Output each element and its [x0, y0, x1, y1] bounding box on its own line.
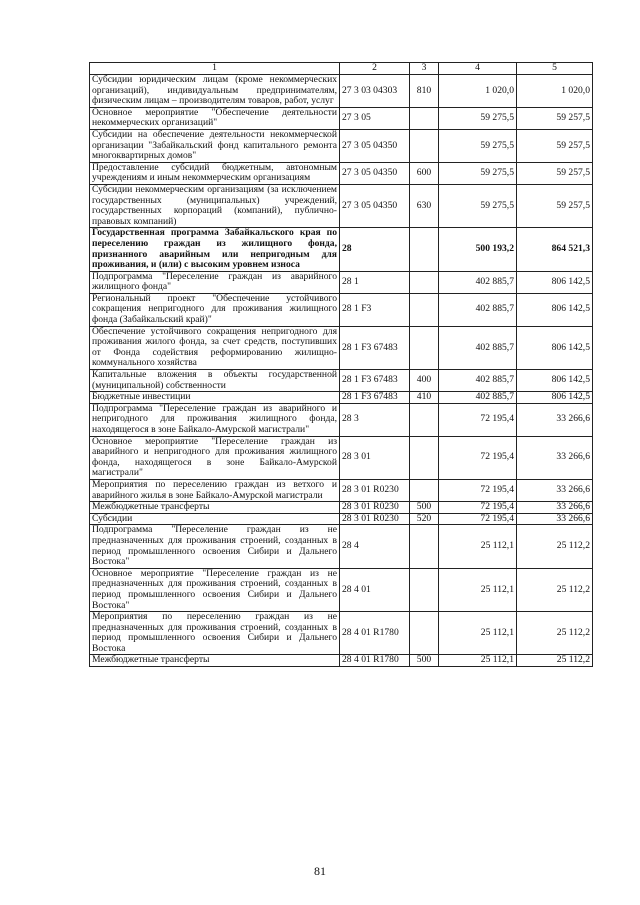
budget-table [89, 62, 593, 667]
row-code-cell: 28 3 01 R0230 [340, 513, 410, 525]
row-name-cell: Субсидии на обеспечение деятельности некоммерческой организации "Забайкальский фонд капитального ремонта многоквартирных домов" [90, 129, 340, 162]
row-amount-year2-cell: 806 142,5 [517, 293, 593, 326]
row-name-cell: Межбюджетные трансферты [90, 502, 340, 514]
row-amount-year1-cell: 25 112,1 [439, 525, 517, 568]
row-expense-type-cell: 500 [410, 502, 439, 514]
row-code-cell: 28 3 01 R0230 [340, 502, 410, 514]
row-amount-year2-cell: 33 266,6 [517, 502, 593, 514]
row-amount-year2-cell: 59 257,5 [517, 184, 593, 227]
row-amount-year2-cell: 59 257,5 [517, 107, 593, 129]
row-name-cell: Подпрограмма "Переселение граждан из аварийного и непригодного для проживания жилищного фонда, находящегося в зоне Байкало-Амурской магистрали" [90, 403, 340, 436]
row-amount-year1-cell: 25 112,1 [439, 612, 517, 655]
row-code-cell: 28 4 [340, 525, 410, 568]
table-row [90, 107, 593, 129]
column-header-2: 2 [340, 63, 410, 75]
table-row [90, 129, 593, 162]
row-expense-type-cell: 810 [410, 75, 439, 108]
table-row [90, 479, 593, 501]
column-header-1: 1 [90, 63, 340, 75]
table-row [90, 162, 593, 184]
table-row [90, 326, 593, 369]
row-amount-year1-cell: 500 193,2 [439, 228, 517, 271]
row-amount-year1-cell: 59 275,5 [439, 184, 517, 227]
row-name-cell: Основное мероприятие "Обеспечение деятельности некоммерческих организаций" [90, 107, 340, 129]
row-code-cell: 28 1 F3 67483 [340, 370, 410, 392]
row-expense-type-cell [410, 326, 439, 369]
row-name-cell: Государственная программа Забайкальского края по переселению граждан из жилищного фонда, признанного аварийным или непригодным для проживания, и (или) с высоким уровнем износа [90, 228, 340, 271]
row-code-cell: 28 4 01 R1780 [340, 612, 410, 655]
row-expense-type-cell: 410 [410, 392, 439, 404]
row-code-cell: 28 4 01 [340, 568, 410, 611]
row-expense-type-cell [410, 436, 439, 479]
row-expense-type-cell: 600 [410, 162, 439, 184]
row-code-cell: 27 3 05 04350 [340, 129, 410, 162]
row-amount-year2-cell: 806 142,5 [517, 271, 593, 293]
row-expense-type-cell [410, 129, 439, 162]
table-row [90, 655, 593, 667]
row-expense-type-cell [410, 293, 439, 326]
row-amount-year1-cell: 402 885,7 [439, 370, 517, 392]
row-amount-year2-cell: 33 266,6 [517, 513, 593, 525]
table-row [90, 502, 593, 514]
row-expense-type-cell [410, 228, 439, 271]
row-code-cell: 28 4 01 R1780 [340, 655, 410, 667]
row-expense-type-cell [410, 271, 439, 293]
table-row [90, 436, 593, 479]
row-amount-year1-cell: 402 885,7 [439, 392, 517, 404]
row-amount-year2-cell: 25 112,2 [517, 655, 593, 667]
row-name-cell: Региональный проект "Обеспечение устойчивого сокращения непригодного для проживания жилищного фонда (Забайкальский край)" [90, 293, 340, 326]
row-amount-year1-cell: 402 885,7 [439, 326, 517, 369]
row-amount-year2-cell: 25 112,2 [517, 568, 593, 611]
table-row [90, 392, 593, 404]
row-name-cell: Основное мероприятие "Переселение граждан из не предназначенных для проживания строений, созданных в период промышленного освоения Сибири и Дальнего Востока" [90, 568, 340, 611]
row-amount-year2-cell: 33 266,6 [517, 479, 593, 501]
row-expense-type-cell [410, 525, 439, 568]
row-expense-type-cell [410, 107, 439, 129]
table-row [90, 612, 593, 655]
row-name-cell: Подпрограмма "Переселение граждан из не предназначенных для проживания строений, созданных в период промышленного освоения Сибири и Дальнего Востока" [90, 525, 340, 568]
row-code-cell: 27 3 05 [340, 107, 410, 129]
row-amount-year1-cell: 402 885,7 [439, 271, 517, 293]
row-amount-year1-cell: 25 112,1 [439, 655, 517, 667]
row-code-cell: 28 1 [340, 271, 410, 293]
row-code-cell: 28 [340, 228, 410, 271]
table-row [90, 370, 593, 392]
row-expense-type-cell: 400 [410, 370, 439, 392]
row-amount-year1-cell: 59 275,5 [439, 107, 517, 129]
column-number-row [90, 63, 593, 75]
row-expense-type-cell [410, 403, 439, 436]
row-amount-year2-cell: 33 266,6 [517, 403, 593, 436]
row-expense-type-cell: 630 [410, 184, 439, 227]
row-code-cell: 27 3 03 04303 [340, 75, 410, 108]
table-row [90, 184, 593, 227]
table-row [90, 271, 593, 293]
row-name-cell: Предоставление субсидий бюджетным, автономным учреждениям и иным некоммерческим организациям [90, 162, 340, 184]
table-row [90, 568, 593, 611]
row-expense-type-cell [410, 479, 439, 501]
table-row [90, 293, 593, 326]
table-row [90, 228, 593, 271]
row-code-cell: 28 1 F3 67483 [340, 392, 410, 404]
row-amount-year2-cell: 59 257,5 [517, 162, 593, 184]
row-amount-year1-cell: 72 195,4 [439, 436, 517, 479]
row-expense-type-cell [410, 568, 439, 611]
row-amount-year2-cell: 864 521,3 [517, 228, 593, 271]
row-amount-year2-cell: 25 112,2 [517, 612, 593, 655]
row-amount-year1-cell: 59 275,5 [439, 129, 517, 162]
row-amount-year1-cell: 402 885,7 [439, 293, 517, 326]
table-row [90, 75, 593, 108]
row-expense-type-cell: 500 [410, 655, 439, 667]
row-amount-year2-cell: 1 020,0 [517, 75, 593, 108]
row-code-cell: 27 3 05 04350 [340, 184, 410, 227]
table-row [90, 513, 593, 525]
row-expense-type-cell: 520 [410, 513, 439, 525]
row-name-cell: Субсидии юридическим лицам (кроме некоммерческих организаций), индивидуальным предпринимателям, физическим лицам – производителям товаров, работ, услуг [90, 75, 340, 108]
row-code-cell: 28 3 01 R0230 [340, 479, 410, 501]
row-name-cell: Обеспечение устойчивого сокращения непригодного для проживания жилого фонда, за счет средств, поступивших от Фонда содействия реформированию жилищно-коммунального хозяйства [90, 326, 340, 369]
row-name-cell: Межбюджетные трансферты [90, 655, 340, 667]
row-amount-year1-cell: 1 020,0 [439, 75, 517, 108]
row-name-cell: Бюджетные инвестиции [90, 392, 340, 404]
row-amount-year1-cell: 72 195,4 [439, 479, 517, 501]
row-name-cell: Мероприятия по переселению граждан из ветхого и аварийного жилья в зоне Байкало-Амурской магистрали [90, 479, 340, 501]
row-code-cell: 27 3 05 04350 [340, 162, 410, 184]
row-amount-year2-cell: 806 142,5 [517, 370, 593, 392]
column-header-3: 3 [410, 63, 439, 75]
row-name-cell: Субсидии некоммерческим организациям (за исключением государственных (муниципальных) учреждений, государственных корпораций (компаний), публично-правовых компаний) [90, 184, 340, 227]
row-amount-year2-cell: 59 257,5 [517, 129, 593, 162]
page-number: 81 [314, 864, 326, 878]
row-amount-year2-cell: 806 142,5 [517, 392, 593, 404]
row-name-cell: Мероприятия по переселению граждан из не предназначенных для проживания строений, созданных в период промышленного освоения Сибири и Дальнего Востока [90, 612, 340, 655]
row-code-cell: 28 1 F3 67483 [340, 326, 410, 369]
column-header-4: 4 [439, 63, 517, 75]
row-amount-year1-cell: 72 195,4 [439, 513, 517, 525]
table-row [90, 403, 593, 436]
row-amount-year2-cell: 25 112,2 [517, 525, 593, 568]
row-code-cell: 28 3 01 [340, 436, 410, 479]
table-row [90, 525, 593, 568]
row-name-cell: Подпрограмма "Переселение граждан из аварийного жилищного фонда" [90, 271, 340, 293]
row-amount-year1-cell: 72 195,4 [439, 403, 517, 436]
row-amount-year2-cell: 33 266,6 [517, 436, 593, 479]
row-code-cell: 28 1 F3 [340, 293, 410, 326]
row-amount-year1-cell: 59 275,5 [439, 162, 517, 184]
row-name-cell: Капитальные вложения в объекты государственной (муниципальной) собственности [90, 370, 340, 392]
row-name-cell: Основное мероприятие "Переселение граждан из аварийного и непригодного для проживания жилищного фонда, находящегося в зоне Байкало-Амурской магистрали" [90, 436, 340, 479]
row-amount-year1-cell: 72 195,4 [439, 502, 517, 514]
row-amount-year2-cell: 806 142,5 [517, 326, 593, 369]
row-name-cell: Субсидии [90, 513, 340, 525]
column-header-5: 5 [517, 63, 593, 75]
row-amount-year1-cell: 25 112,1 [439, 568, 517, 611]
row-code-cell: 28 3 [340, 403, 410, 436]
row-expense-type-cell [410, 612, 439, 655]
